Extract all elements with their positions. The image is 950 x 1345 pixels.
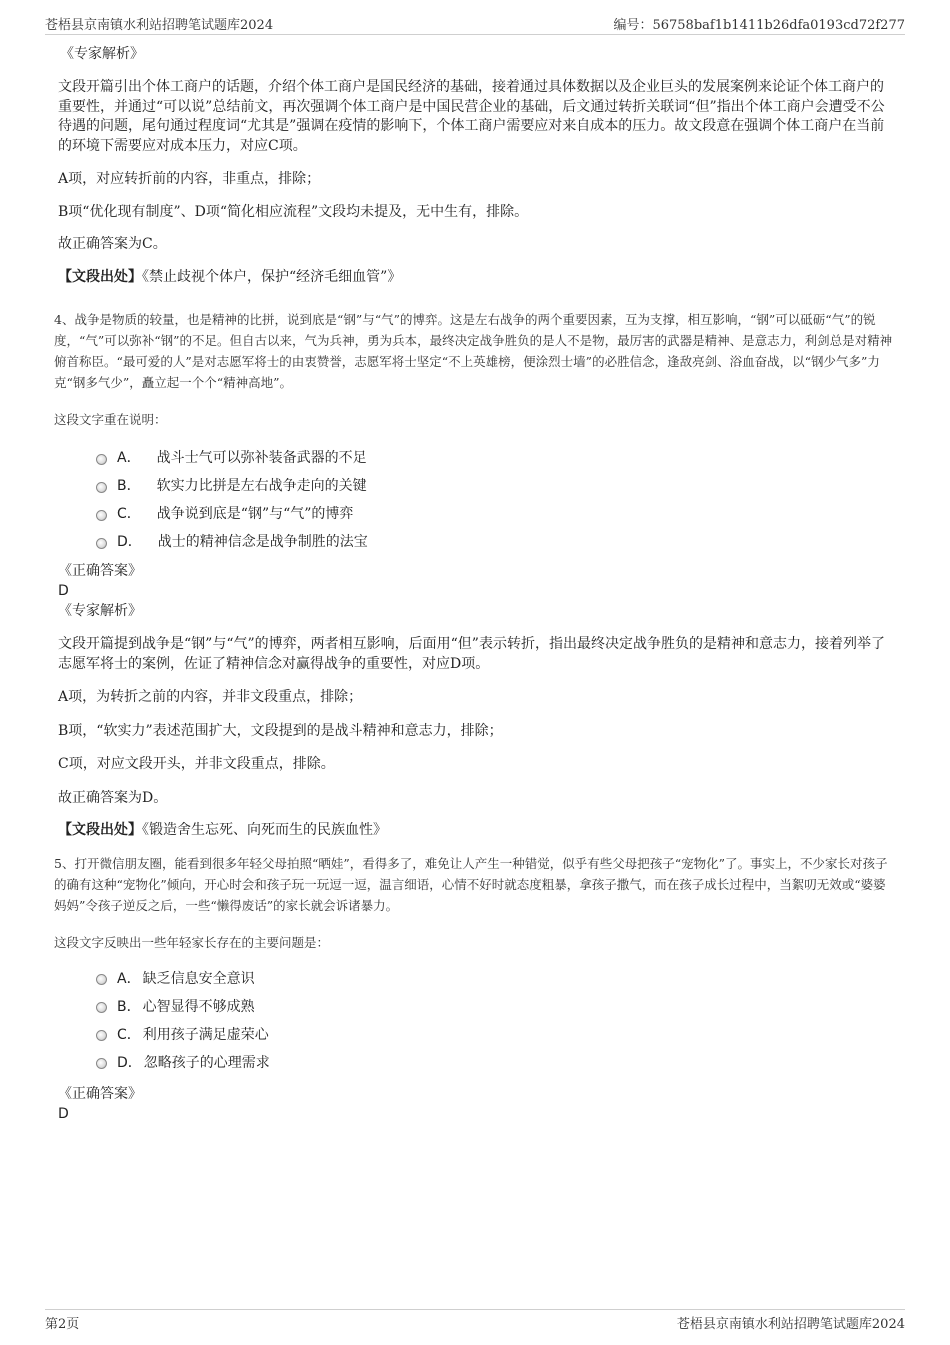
question-4-conclusion: 故正确答案为D。 <box>58 789 168 806</box>
option-key: C． <box>117 506 141 522</box>
page-number: 第2页 <box>45 1317 80 1332</box>
header-title: 苍梧县京南镇水利站招聘笔试题库2024 <box>45 18 274 33</box>
analysis-label: 《专家解析》 <box>60 46 144 62</box>
question-4-analysis-line-b: B项，“软实力”表述范围扩大，文段提到的是战斗精神和意志力，排除； <box>58 722 503 739</box>
page-header <box>45 14 905 35</box>
radio-button-icon[interactable] <box>96 510 107 521</box>
question-4-analysis-text: 文段开篇提到战争是“钢”与“气”的博弈，两者相互影响，后面用“但”表示转折，指出最终决定战争胜负的是精神和意志力，接着列举了志愿军将士的案例，佐证了精神信念对赢得战争的重要性，对应D项。 <box>58 636 885 672</box>
question-5-option-c[interactable] <box>58 1020 896 1048</box>
option-text: 战争说到底是“钢”与“气”的博弈 <box>156 506 354 522</box>
question-5-options <box>58 964 896 1076</box>
radio-button-icon[interactable] <box>96 974 107 985</box>
option-text: 战士的精神信念是战争制胜的法宝 <box>157 534 368 550</box>
option-key: C． <box>117 1026 141 1043</box>
source-line <box>58 268 896 288</box>
page-content <box>54 44 896 1124</box>
radio-button-icon[interactable] <box>96 1002 107 1013</box>
radio-button-icon[interactable] <box>96 1030 107 1041</box>
question-4-options <box>58 443 896 555</box>
question-5-option-a[interactable] <box>58 964 896 992</box>
option-text: 战斗士气可以弥补装备武器的不足 <box>156 450 367 466</box>
question-4-option-a[interactable] <box>58 443 896 471</box>
page-footer <box>45 1309 905 1332</box>
question-5-answer-label: 《正确答案》 <box>58 1085 142 1102</box>
option-text: 心智显得不够成熟 <box>142 998 255 1015</box>
analysis-text: 文段开篇引出个体工商户的话题，介绍个体工商户是国民经济的基础，接着通过具体数据以及企业巨头的发展案例来论证个体工商户的重要性，并通过“可以说”总结前文，再次强调个体工商户是中国民营企业的基础，后文通过转折关联词“但”指出个体工商户会遭受不公待遇的问题，尾句通过程度词“尤其是”强调在疫情的影响下，个体工商户需要应对来自成本的压力。故文段意在强调个体工商户在当前的环境下需要应对成本压力，对应C项。 <box>58 79 885 154</box>
question-4-analysis-line-c: C项，对应文段开头，并非文段重点，排除。 <box>58 756 335 772</box>
option-key: A． <box>117 450 141 466</box>
footer-title: 苍梧县京南镇水利站招聘笔试题库2024 <box>676 1317 905 1332</box>
radio-button-icon[interactable] <box>96 454 107 465</box>
option-key: B． <box>117 478 141 494</box>
option-text: 忽略孩子的心理需求 <box>143 1054 270 1071</box>
question-5-stem: 5、打开微信朋友圈，能看到很多年轻父母拍照“晒娃”，看得多了，难免让人产生一种错觉，似乎有些父母把孩子“宠物化”了。事实上，不少家长对孩子的确有这种“宠物化”倾向，开心时会和孩子玩一玩逗一逗，温言细语，心情不好时就态度粗暴，拿孩子撒气，而在孩子成长过程中，当絮叨无效或“婆婆妈妈”令孩子逆反之后，一些“懒得废话”的家长就会诉诸暴力。 <box>54 855 888 913</box>
option-key: B． <box>117 998 141 1015</box>
question-4-analysis-line-a: A项，为转折之前的内容，并非文段重点，排除； <box>58 689 363 705</box>
question-4-stem: 4、战争是物质的较量，也是精神的比拼，说到底是“钢”与“气”的博弈。这是左右战争的两个重要因素，互为支撑，相互影响，“钢”可以砥砺“气”的锐度，“气”可以弥补“钢”的不足。但自古以来，气为兵神，勇为兵本，最终决定战争胜负的是人不是物，最厉害的武器是精神、是意志力，利剑总是对精神俯首称臣。“最可爱的人”是对志愿军将士的由衷赞誉，志愿军将士坚定“不上英雄榜，便涂烈士墙”的必胜信念，逢敌亮剑、浴血奋战，以“钢少气多”力克“钢多气少”，矗立起一个个“精神高地”。 <box>54 312 893 390</box>
source-prefix: 【文段出处】 <box>58 268 142 285</box>
analysis-line-bd: B项“优化现有制度”、D项“简化相应流程”文段均未提及，无中生有，排除。 <box>58 203 529 220</box>
question-4-analysis-label: 《专家解析》 <box>58 603 142 619</box>
option-key: D． <box>117 534 142 550</box>
option-text: 利用孩子满足虚荣心 <box>142 1026 269 1043</box>
option-key: D． <box>117 1054 142 1071</box>
question-4-option-d[interactable] <box>58 527 896 555</box>
option-text: 软实力比拼是左右战争走向的关键 <box>156 478 367 494</box>
analysis-conclusion: 故正确答案为C。 <box>58 236 167 252</box>
option-key: A． <box>117 970 141 987</box>
question-5-option-b[interactable] <box>58 992 896 1020</box>
question-5-answer: D <box>58 1105 69 1122</box>
question-4-option-b[interactable] <box>58 471 896 499</box>
analysis-line-a: A项，对应转折前的内容，非重点，排除； <box>58 171 321 187</box>
radio-button-icon[interactable] <box>96 1058 107 1069</box>
radio-button-icon[interactable] <box>96 482 107 493</box>
question-4-prompt: 这段文字重在说明： <box>54 412 167 427</box>
question-5-prompt: 这段文字反映出一些年轻家长存在的主要问题是： <box>54 934 330 950</box>
source-title: 《锻造舍生忘死、向死而生的民族血性》 <box>142 822 387 838</box>
source-prefix: 【文段出处】 <box>58 822 142 838</box>
question-4-answer-label: 《正确答案》 <box>58 563 142 579</box>
header-serial-number: 编号：56758baf1b1411b26dfa0193cd72f277 <box>613 18 905 33</box>
question-4-source-line <box>58 821 896 841</box>
radio-button-icon[interactable] <box>96 538 107 549</box>
question-5-option-d[interactable] <box>58 1048 896 1076</box>
option-text: 缺乏信息安全意识 <box>142 970 255 987</box>
source-title: 《禁止歧视个体户，保护“经济毛细血管”》 <box>142 268 402 285</box>
question-4-answer: D <box>58 583 69 599</box>
question-4-option-c[interactable] <box>58 499 896 527</box>
